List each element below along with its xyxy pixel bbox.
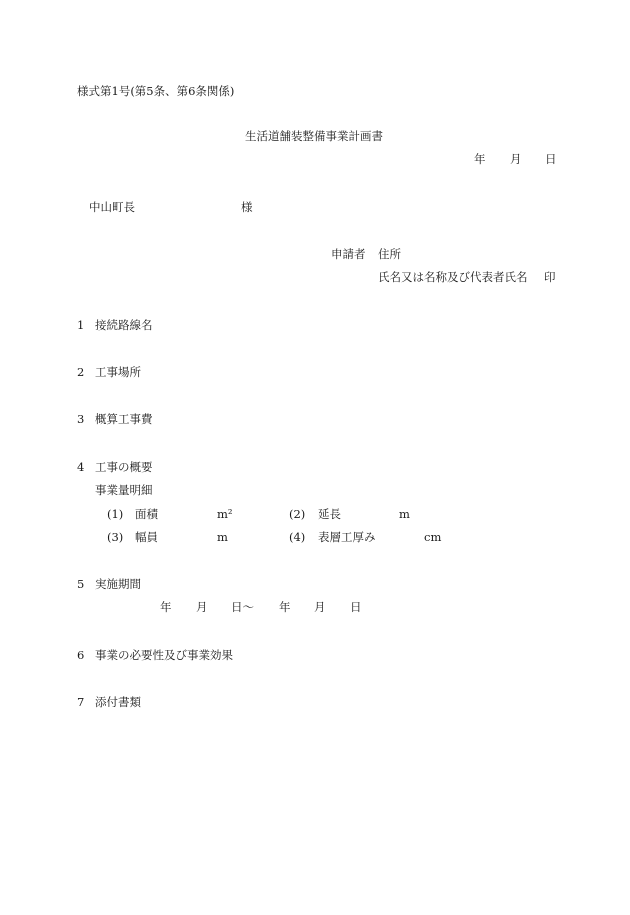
item-2-number: (2) bbox=[289, 507, 306, 521]
item-3-unit: m bbox=[217, 530, 228, 544]
applicant-address-label: 住所 bbox=[378, 247, 401, 261]
period-to-month: 月 bbox=[314, 600, 326, 614]
period-from-month: 月 bbox=[196, 600, 208, 614]
item-4-label: 表層工厚み bbox=[318, 530, 376, 544]
period-from-day: 日〜 bbox=[231, 600, 254, 614]
period-from-year: 年 bbox=[160, 600, 172, 614]
item-3-number: (3) bbox=[107, 530, 124, 544]
section-2-number: 2 bbox=[77, 365, 85, 379]
date-day: 日 bbox=[545, 152, 557, 166]
applicant-label: 申請者 bbox=[331, 247, 366, 261]
addressee-name: 中山町長 bbox=[89, 200, 135, 214]
section-1-label: 接続路線名 bbox=[95, 318, 153, 332]
section-4-detail-label: 事業量明細 bbox=[95, 483, 153, 497]
period-to-year: 年 bbox=[279, 600, 291, 614]
section-2-label: 工事場所 bbox=[95, 365, 141, 379]
section-5-label: 実施期間 bbox=[95, 577, 141, 591]
date-year: 年 bbox=[474, 152, 486, 166]
section-3-number: 3 bbox=[77, 412, 85, 426]
section-6-number: 6 bbox=[77, 648, 85, 662]
period-to-day: 日 bbox=[350, 600, 362, 614]
item-2-label: 延長 bbox=[318, 507, 341, 521]
item-4-number: (4) bbox=[289, 530, 306, 544]
item-4-unit: cm bbox=[424, 530, 442, 544]
section-4-number: 4 bbox=[77, 460, 85, 474]
section-7-label: 添付書類 bbox=[95, 695, 141, 709]
section-1-number: 1 bbox=[77, 318, 85, 332]
applicant-name-label: 氏名又は名称及び代表者氏名 bbox=[378, 270, 528, 284]
section-5-number: 5 bbox=[77, 577, 85, 591]
item-1-unit: m² bbox=[217, 507, 233, 521]
section-3-label: 概算工事費 bbox=[95, 412, 153, 426]
form-number: 様式第1号(第5条、第6条関係) bbox=[77, 84, 235, 98]
date-month: 月 bbox=[510, 152, 522, 166]
item-1-number: (1) bbox=[107, 507, 124, 521]
section-4-label: 工事の概要 bbox=[95, 460, 153, 474]
item-1-label: 面積 bbox=[135, 507, 158, 521]
addressee-honorific: 様 bbox=[241, 200, 253, 214]
item-3-label: 幅員 bbox=[135, 530, 158, 544]
item-2-unit: m bbox=[399, 507, 410, 521]
document-title: 生活道舗装整備事業計画書 bbox=[245, 129, 383, 143]
section-7-number: 7 bbox=[77, 695, 85, 709]
section-6-label: 事業の必要性及び事業効果 bbox=[95, 648, 233, 662]
seal-mark: 印 bbox=[544, 270, 556, 284]
